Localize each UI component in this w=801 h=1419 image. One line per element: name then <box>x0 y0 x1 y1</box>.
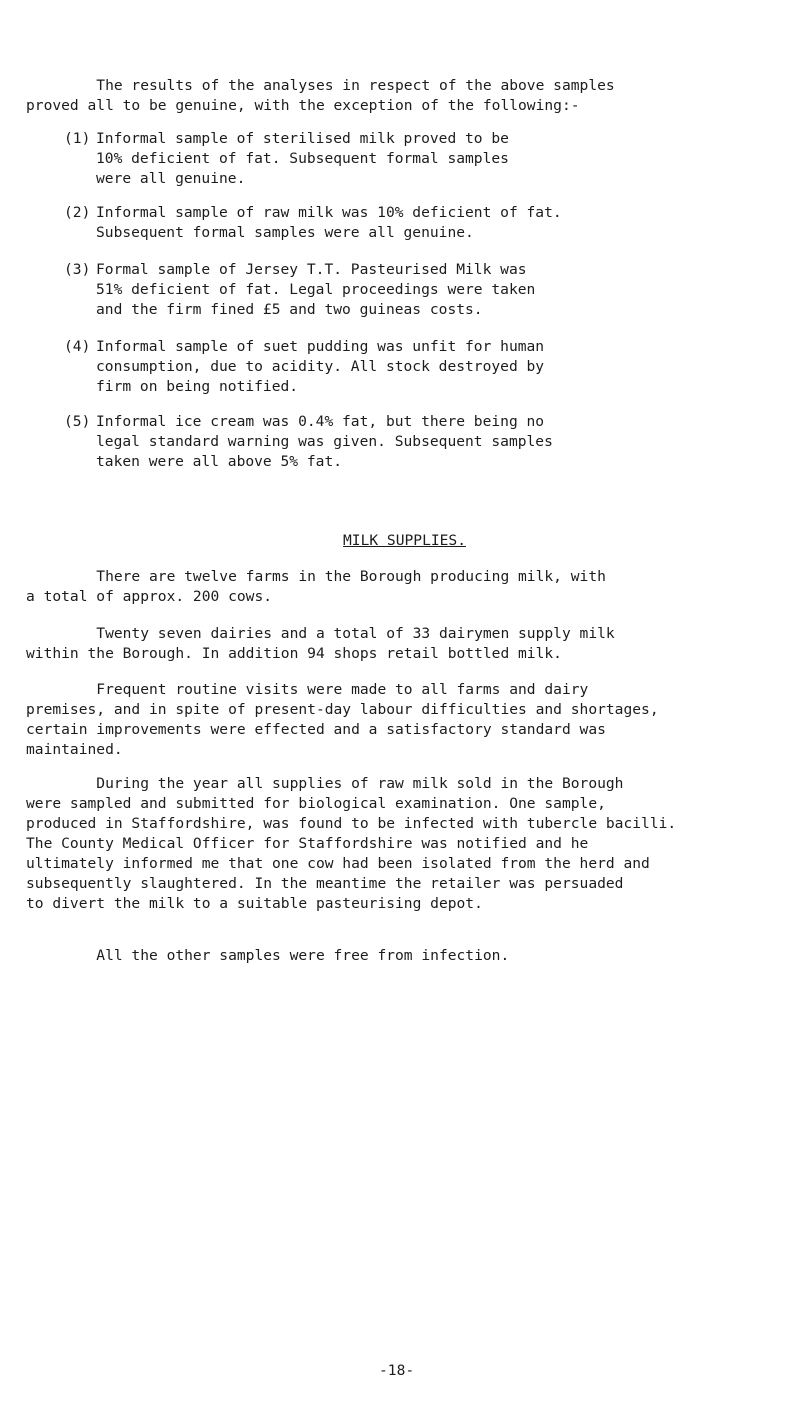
intro-paragraph: The results of the analyses in respect of the above samples proved all to be genuine, with the exception of the following:- <box>26 77 615 114</box>
sample-number: (3) <box>64 261 91 278</box>
sampling-paragraph: During the year all supplies of raw milk sold in the Borough were sampled and submitted for biological examination. One sample, produced in Staffordshire, was found to be infected with tubercle bacilli. The County Medical Officer for Staffordshire was notified and he ultimately informed me that one cow had been isolated from the herd and subsequently slaughtered. In the meantime the retailer was persuaded to divert the milk to a suitable pasteurising depot. <box>26 775 677 912</box>
sample-text: Informal sample of raw milk was 10% deficient of fat. Subsequent formal samples were all genuine. <box>96 204 562 241</box>
section-heading: MILK SUPPLIES. <box>343 532 467 549</box>
sample-number: (1) <box>64 130 91 147</box>
visits-paragraph: Frequent routine visits were made to all farms and dairy premises, and in spite of present-day labour difficulties and shortages, certain improvements were effected and a satisfactory standard was maintained. <box>26 681 659 758</box>
dairies-paragraph: Twenty seven dairies and a total of 33 dairymen supply milk within the Borough. In addition 94 shops retail bottled milk. <box>26 625 615 662</box>
sample-number: (5) <box>64 413 91 430</box>
sample-text: Informal ice cream was 0.4% fat, but there being no legal standard warning was given. Subsequent samples taken were all above 5% fat. <box>96 413 553 470</box>
sample-number: (2) <box>64 204 91 221</box>
sample-text: Informal sample of sterilised milk proved to be 10% deficient of fat. Subsequent formal samples were all genuine. <box>96 130 509 187</box>
page-number: -18- <box>379 1362 415 1379</box>
sample-text: Informal sample of suet pudding was unfit for human consumption, due to acidity. All stock destroyed by firm on being notified. <box>96 338 545 395</box>
farms-paragraph: There are twelve farms in the Borough producing milk, with a total of approx. 200 cows. <box>26 568 606 605</box>
infection-paragraph: All the other samples were free from infection. <box>26 947 510 964</box>
sample-number: (4) <box>64 338 91 355</box>
sample-text: Formal sample of Jersey T.T. Pasteurised Milk was 51% deficient of fat. Legal proceedings were taken and the firm fined £5 and two guineas costs. <box>96 261 536 318</box>
